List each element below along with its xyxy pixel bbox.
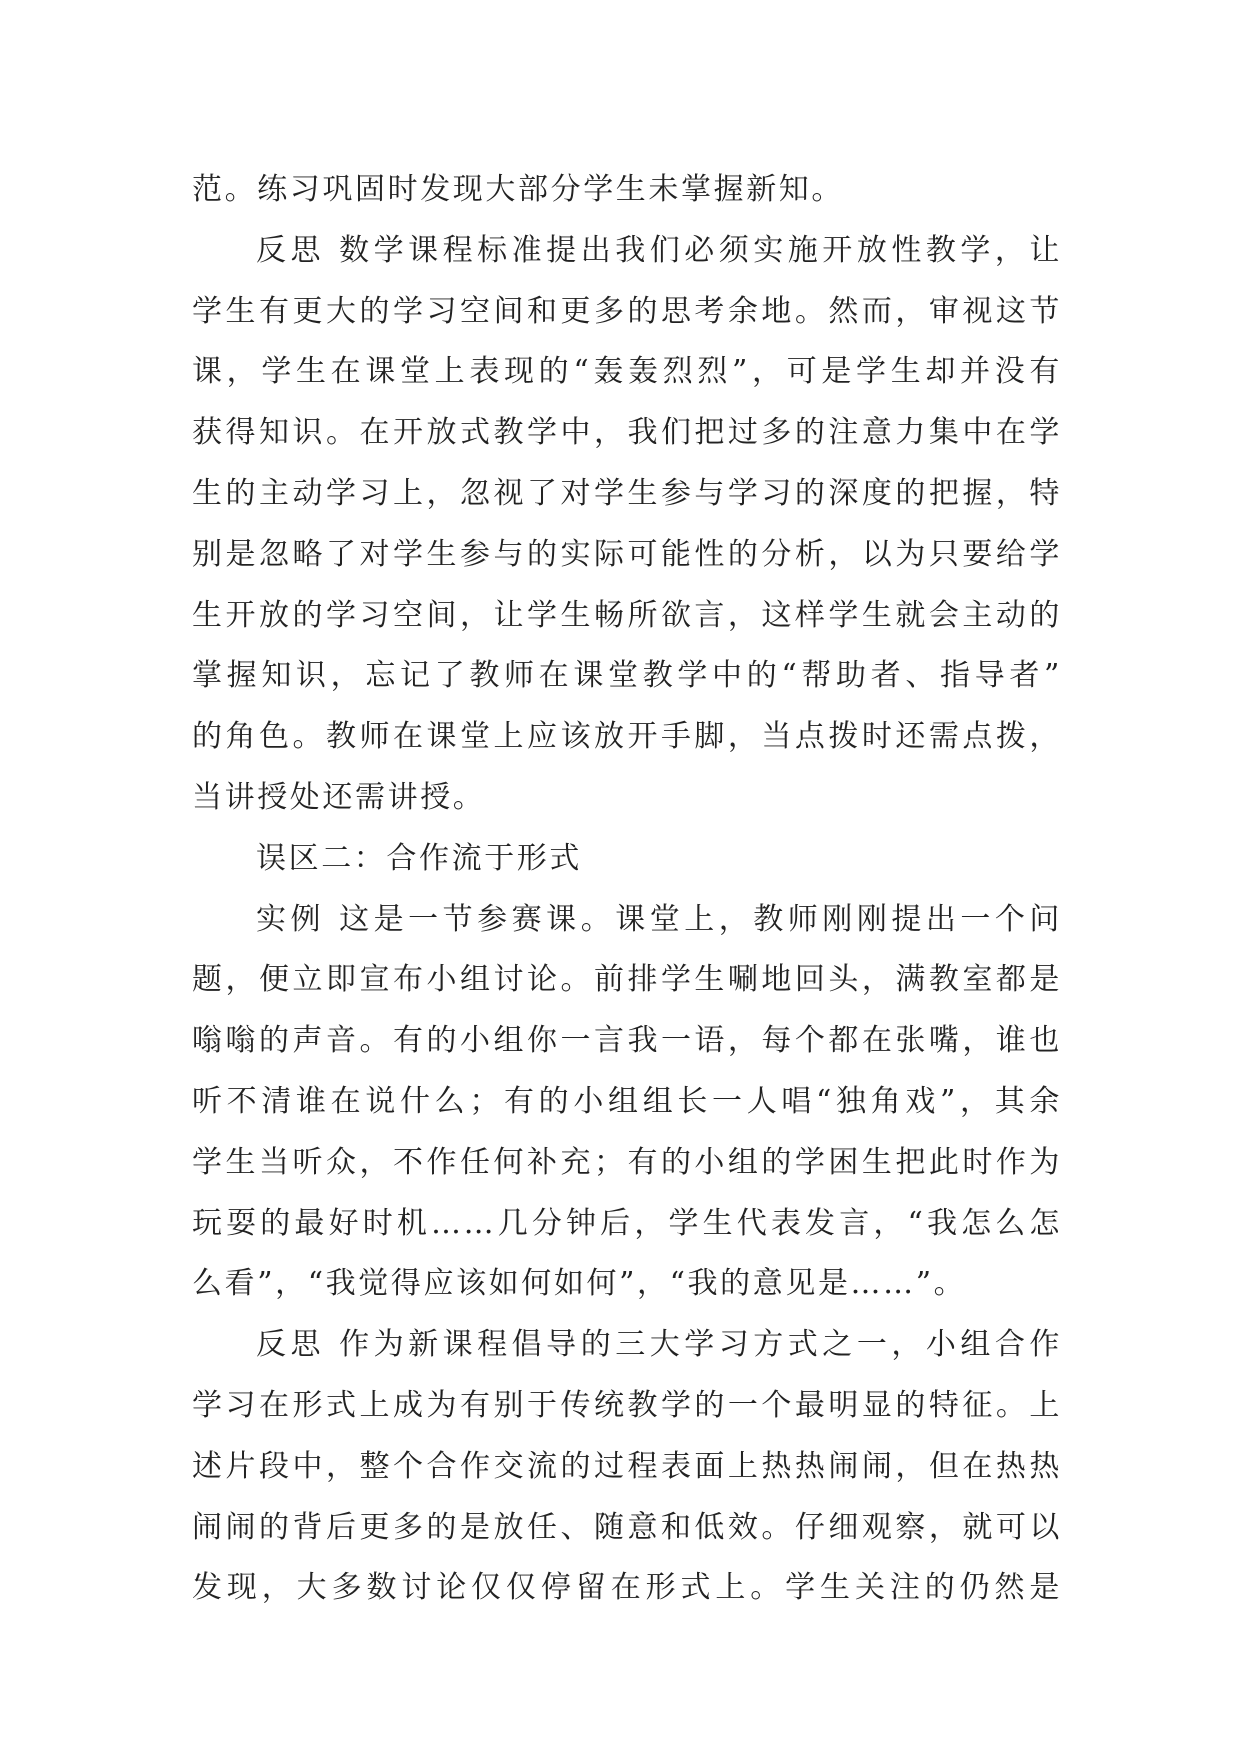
text-line: 的角色。教师在课堂上应该放开手脚，当点拨时还需点拨，	[192, 719, 1062, 755]
text-line: 生的主动学习上，忽视了对学生参与学习的深度的把握，特	[192, 475, 1062, 511]
body-text	[192, 160, 1062, 1619]
text-line: 反思 作为新课程倡导的三大学习方式之一，小组合作	[256, 1327, 1062, 1363]
text-line: 学习在形式上成为有别于传统教学的一个最明显的特征。上	[192, 1387, 1062, 1423]
text-line: 题，便立即宣布小组讨论。前排学生唰地回头，满教室都是	[192, 962, 1062, 998]
text-line: 述片段中，整个合作交流的过程表面上热热闹闹，但在热热	[192, 1448, 1062, 1484]
text-line: 课，学生在课堂上表现的“轰轰烈烈”，可是学生却并没有	[192, 354, 1062, 390]
text-line: 听不清谁在说什么；有的小组组长一人唱“独角戏”，其余	[192, 1083, 1062, 1119]
text-line: 当讲授处还需讲授。	[192, 779, 486, 815]
text-line: 学生有更大的学习空间和更多的思考余地。然而，审视这节	[192, 293, 1062, 329]
text-line: 发现，大多数讨论仅仅停留在形式上。学生关注的仍然是	[192, 1570, 1062, 1606]
text-line: 么看”，“我觉得应该如何如何”，“我的意见是……”。	[192, 1266, 967, 1302]
text-line: 范。练习巩固时发现大部分学生未掌握新知。	[192, 172, 844, 207]
text-line: 实例 这是一节参赛课。课堂上，教师刚刚提出一个问	[256, 901, 1062, 937]
text-line: 获得知识。在开放式教学中，我们把过多的注意力集中在学	[192, 415, 1062, 451]
text-line: 嗡嗡的声音。有的小组你一言我一语，每个都在张嘴，谁也	[192, 1023, 1062, 1059]
text-line: 玩耍的最好时机……几分钟后，学生代表发言，“我怎么怎	[192, 1205, 1062, 1241]
text-line: 别是忽略了对学生参与的实际可能性的分析，以为只要给学	[192, 536, 1062, 572]
text-line: 生开放的学习空间，让学生畅所欲言，这样学生就会主动的	[192, 597, 1062, 633]
text-line: 误区二：合作流于形式	[256, 840, 582, 876]
text-line: 闹闹的背后更多的是放任、随意和低效。仔细观察，就可以	[192, 1509, 1062, 1545]
text-line: 反思 数学课程标准提出我们必须实施开放性教学，让	[256, 232, 1062, 268]
text-line: 学生当听众，不作任何补充；有的小组的学困生把此时作为	[192, 1144, 1062, 1180]
text-line: 掌握知识，忘记了教师在课堂教学中的“帮助者、指导者”	[192, 658, 1062, 694]
